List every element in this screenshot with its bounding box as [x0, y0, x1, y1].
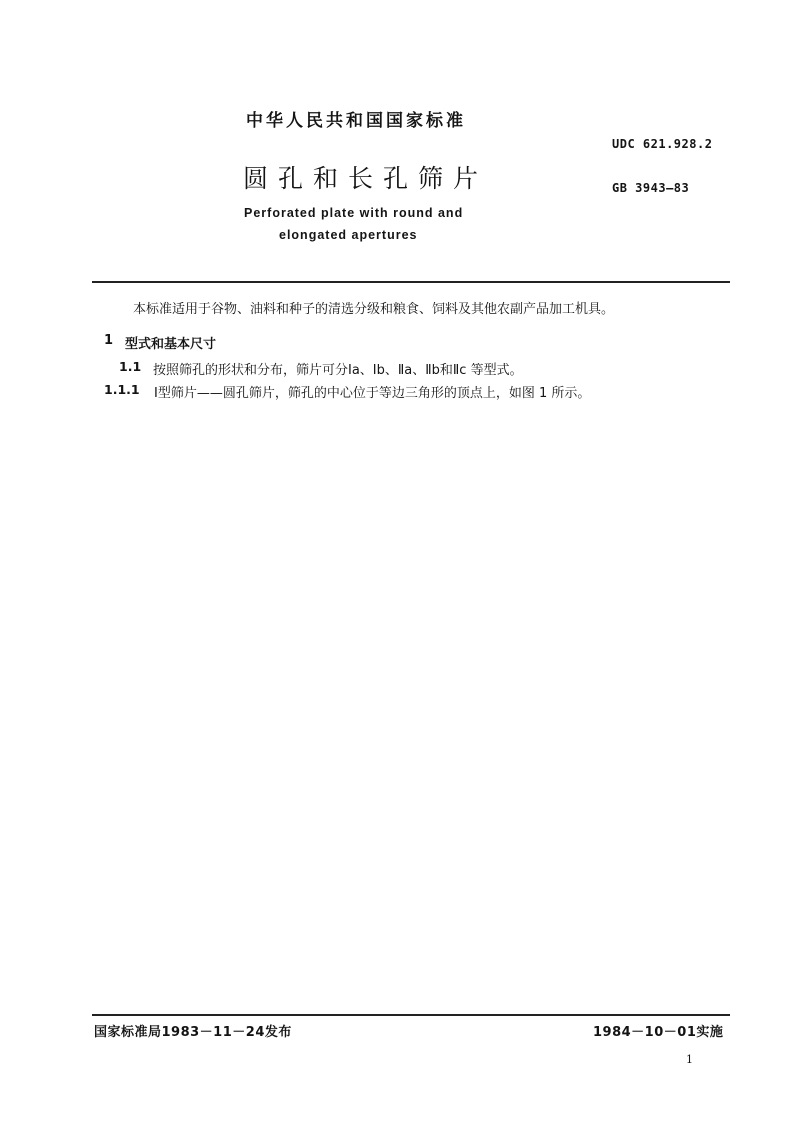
- section-title: 型式和基本尺寸: [125, 337, 217, 352]
- standard-code: GB 3943—83: [612, 181, 690, 195]
- clause-text: 按照筛孔的形状和分布，筛片可分Ⅰa、Ⅰb、Ⅱa、Ⅱb和Ⅱc 等型式。: [153, 363, 523, 378]
- udc-code: UDC 621.928.2: [612, 137, 713, 151]
- footer-divider: [92, 1014, 730, 1016]
- header-divider: [92, 281, 730, 283]
- effective-date: 1984－10－01实施: [593, 1025, 724, 1040]
- subclause-text: Ⅰ型筛片——圆孔筛片，筛孔的中心位于等边三角形的顶点上，如图 1 所示。: [154, 386, 591, 401]
- english-title-line-1: Perforated plate with round and: [244, 206, 464, 220]
- page-number: 1: [686, 1053, 693, 1066]
- section-number: 1: [104, 333, 114, 348]
- english-title-line-2: elongated apertures: [279, 228, 418, 242]
- subclause-number: 1.1.1: [104, 382, 140, 397]
- issue-date: 国家标准局1983－11－24发布: [94, 1025, 292, 1040]
- clause-number: 1.1: [119, 359, 142, 374]
- scope-paragraph: 本标准适用于谷物、油料和种子的清选分级和粮食、饲料及其他农副产品加工机具。: [133, 302, 615, 317]
- issuing-organization: 中华人民共和国国家标准: [246, 111, 466, 131]
- document-title: 圆孔和长孔筛片: [243, 164, 489, 193]
